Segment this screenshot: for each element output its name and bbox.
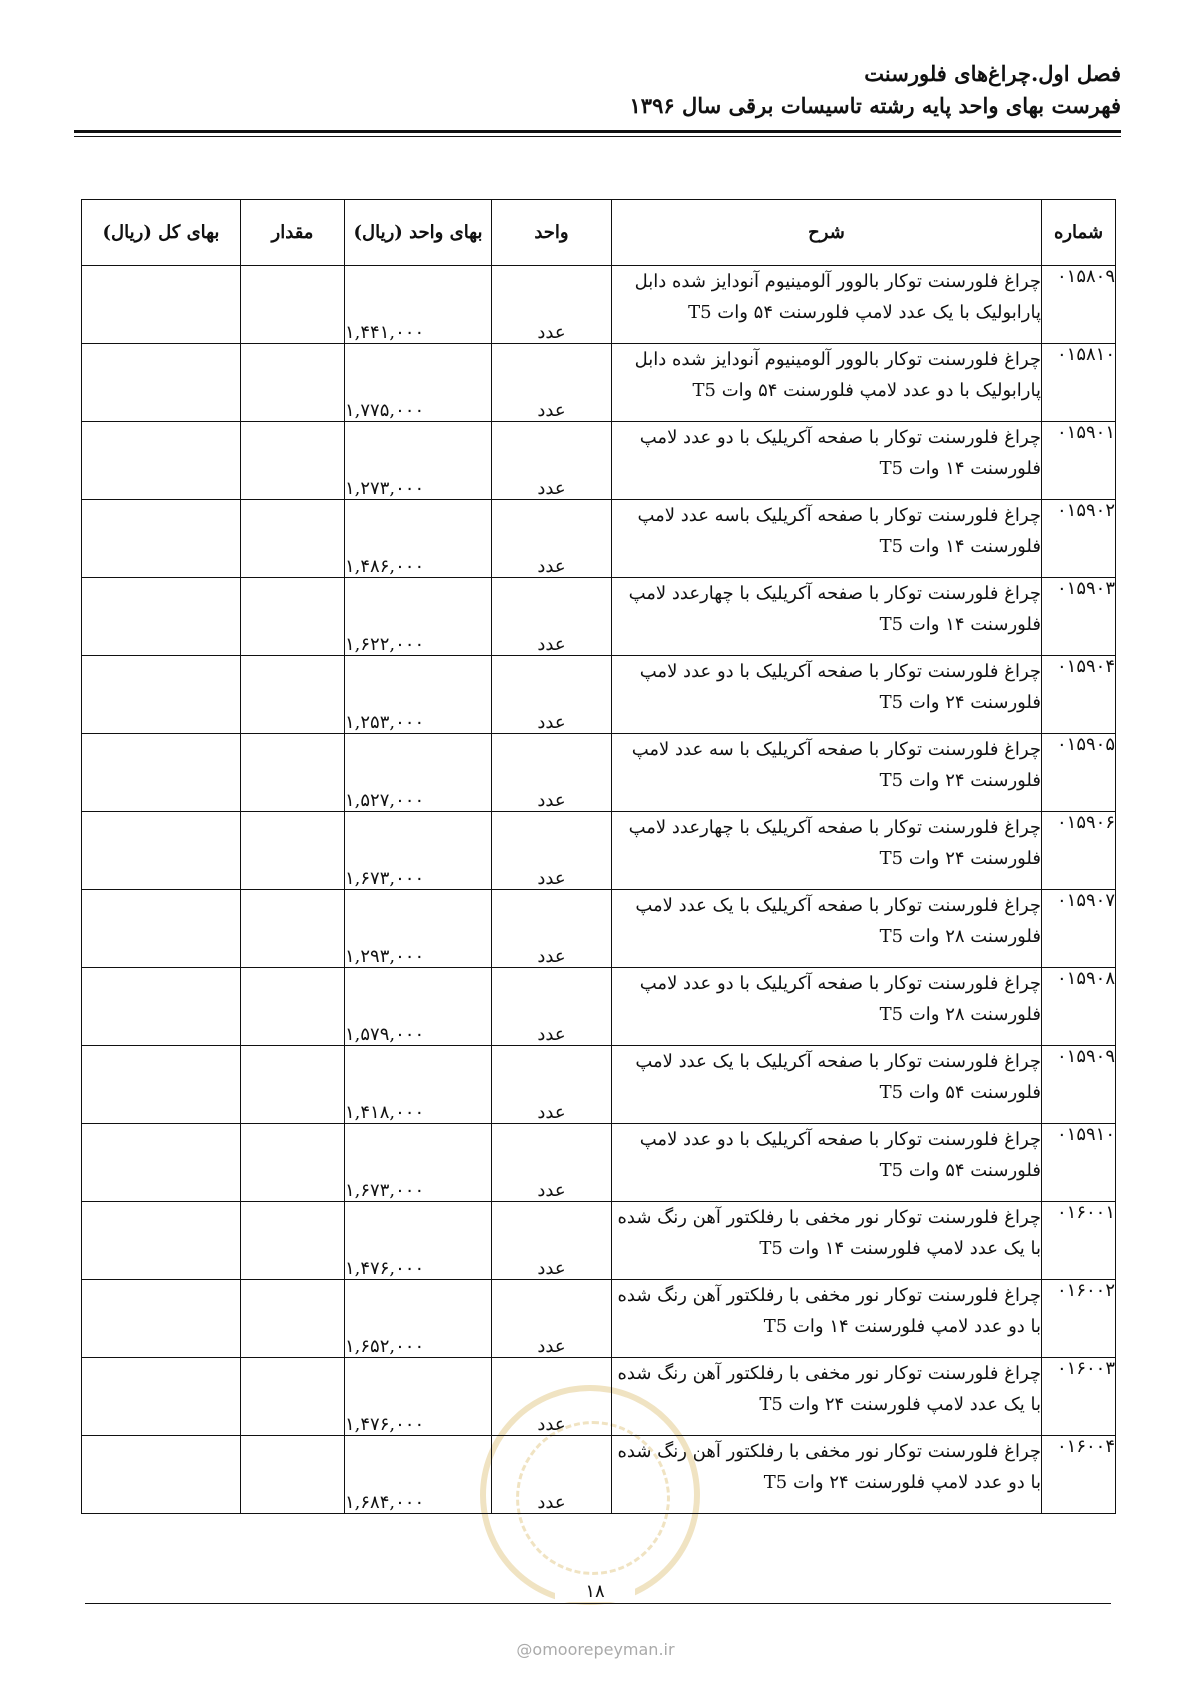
description-line-2: فلورسنت ۲۸ وات T5	[879, 926, 1041, 947]
item-description	[612, 344, 1042, 422]
item-total-price	[82, 422, 241, 500]
item-number: ۰۱۶۰۰۱	[1042, 1202, 1116, 1280]
description-line-1: چراغ فلورسنت توکار با صفحه آکریلیک باسه عدد لامپ	[637, 505, 1041, 526]
item-total-price	[82, 1280, 241, 1358]
item-description	[612, 1046, 1042, 1124]
item-quantity	[241, 1202, 345, 1280]
description-line-1: چراغ فلورسنت توکار با صفحه آکریلیک با یک عدد لامپ	[635, 895, 1041, 916]
table-header-row	[82, 200, 1116, 266]
table-row	[82, 1046, 1116, 1124]
item-unit: عدد	[492, 656, 612, 734]
header-description: شرح	[612, 200, 1042, 266]
table-row	[82, 656, 1116, 734]
item-unit: عدد	[492, 422, 612, 500]
description-line-2: فلورسنت ۵۴ وات T5	[879, 1160, 1041, 1181]
item-description	[612, 422, 1042, 500]
item-unit: عدد	[492, 1436, 612, 1514]
item-description	[612, 890, 1042, 968]
item-number: ۰۱۵۹۰۳	[1042, 578, 1116, 656]
item-description	[612, 812, 1042, 890]
item-unit: عدد	[492, 890, 612, 968]
item-number: ۰۱۵۹۰۲	[1042, 500, 1116, 578]
document-title: فهرست بهای واحد پایه رشته تاسیسات برقی سال ۱۳۹۶	[629, 93, 1121, 118]
item-unit-price: ۱,۵۷۹,۰۰۰	[345, 968, 492, 1046]
item-total-price	[82, 344, 241, 422]
description-line-2: فلورسنت ۲۴ وات T5	[879, 692, 1041, 713]
description-line-2: پارابولیک با دو عدد لامپ فلورسنت ۵۴ وات T5	[692, 380, 1041, 401]
item-description	[612, 1436, 1042, 1514]
item-total-price	[82, 1046, 241, 1124]
description-line-2: پارابولیک با یک عدد لامپ فلورسنت ۵۴ وات T5	[688, 302, 1041, 323]
item-description	[612, 734, 1042, 812]
description-line-1: چراغ فلورسنت توکار با صفحه آکریلیک با چهارعدد لامپ	[628, 817, 1041, 838]
item-description	[612, 1280, 1042, 1358]
item-unit: عدد	[492, 1202, 612, 1280]
description-line-2: با دو عدد لامپ فلورسنت ۱۴ وات T5	[763, 1316, 1041, 1337]
item-description	[612, 1358, 1042, 1436]
description-line-1: چراغ فلورسنت توکار با صفحه آکریلیک با چهارعدد لامپ	[628, 583, 1041, 604]
item-unit: عدد	[492, 812, 612, 890]
website-watermark: @omoorepeyman.ir	[516, 1640, 675, 1659]
item-total-price	[82, 968, 241, 1046]
item-unit-price: ۱,۶۸۴,۰۰۰	[345, 1436, 492, 1514]
description-line-2: با دو عدد لامپ فلورسنت ۲۴ وات T5	[763, 1472, 1041, 1493]
item-unit: عدد	[492, 344, 612, 422]
item-unit-price: ۱,۲۹۳,۰۰۰	[345, 890, 492, 968]
item-number: ۰۱۵۸۱۰	[1042, 344, 1116, 422]
description-line-2: فلورسنت ۲۸ وات T5	[879, 1004, 1041, 1025]
description-line-2: فلورسنت ۲۴ وات T5	[879, 848, 1041, 869]
description-line-1: چراغ فلورسنت توکار نور مخفی با رفلکتور آهن رنگ شده	[617, 1363, 1041, 1384]
item-unit: عدد	[492, 266, 612, 344]
item-total-price	[82, 1436, 241, 1514]
description-line-1: چراغ فلورسنت توکار با صفحه آکریلیک با دو عدد لامپ	[639, 973, 1041, 994]
footer-rule	[85, 1603, 1111, 1604]
table-row	[82, 890, 1116, 968]
table-row	[82, 266, 1116, 344]
item-unit-price: ۱,۴۴۱,۰۰۰	[345, 266, 492, 344]
description-line-1: چراغ فلورسنت توکار با صفحه آکریلیک با دو عدد لامپ	[639, 1129, 1041, 1150]
item-description	[612, 1202, 1042, 1280]
item-quantity	[241, 422, 345, 500]
description-line-1: چراغ فلورسنت توکار با صفحه آکریلیک با سه عدد لامپ	[631, 739, 1041, 760]
item-total-price	[82, 734, 241, 812]
description-line-2: با یک عدد لامپ فلورسنت ۱۴ وات T5	[759, 1238, 1041, 1259]
description-line-2: فلورسنت ۲۴ وات T5	[879, 770, 1041, 791]
item-unit-price: ۱,۶۵۲,۰۰۰	[345, 1280, 492, 1358]
description-line-1: چراغ فلورسنت توکار بالوور آلومینیوم آنودایز شده دابل	[634, 349, 1041, 370]
table-row	[82, 578, 1116, 656]
table-row	[82, 500, 1116, 578]
description-line-1: چراغ فلورسنت توکار نور مخفی با رفلکتور آهن رنگ شده	[617, 1441, 1041, 1462]
item-number: ۰۱۵۹۰۱	[1042, 422, 1116, 500]
item-description	[612, 1124, 1042, 1202]
description-line-1: چراغ فلورسنت توکار نور مخفی با رفلکتور آهن رنگ شده	[617, 1285, 1041, 1306]
table-row	[82, 968, 1116, 1046]
description-line-2: فلورسنت ۵۴ وات T5	[879, 1082, 1041, 1103]
table-row	[82, 344, 1116, 422]
item-total-price	[82, 500, 241, 578]
item-quantity	[241, 344, 345, 422]
header-quantity: مقدار	[241, 200, 345, 266]
item-unit-price: ۱,۵۲۷,۰۰۰	[345, 734, 492, 812]
item-quantity	[241, 1046, 345, 1124]
item-number: ۰۱۵۹۰۷	[1042, 890, 1116, 968]
header-unit: واحد	[492, 200, 612, 266]
item-number: ۰۱۵۸۰۹	[1042, 266, 1116, 344]
item-unit: عدد	[492, 1046, 612, 1124]
table-row	[82, 812, 1116, 890]
description-line-2: فلورسنت ۱۴ وات T5	[879, 458, 1041, 479]
item-number: ۰۱۶۰۰۴	[1042, 1436, 1116, 1514]
item-unit: عدد	[492, 578, 612, 656]
price-table	[81, 199, 1116, 1514]
item-unit: عدد	[492, 500, 612, 578]
table-row	[82, 1124, 1116, 1202]
item-quantity	[241, 812, 345, 890]
item-unit-price: ۱,۲۵۳,۰۰۰	[345, 656, 492, 734]
item-description	[612, 266, 1042, 344]
item-description	[612, 968, 1042, 1046]
header-rule-thick	[74, 130, 1121, 133]
page-header	[74, 58, 1121, 122]
item-number: ۰۱۵۹۰۴	[1042, 656, 1116, 734]
item-number: ۰۱۶۰۰۲	[1042, 1280, 1116, 1358]
item-number: ۰۱۵۹۰۸	[1042, 968, 1116, 1046]
item-quantity	[241, 1280, 345, 1358]
header-number: شماره	[1042, 200, 1116, 266]
item-unit-price: ۱,۴۱۸,۰۰۰	[345, 1046, 492, 1124]
item-number: ۰۱۶۰۰۳	[1042, 1358, 1116, 1436]
item-quantity	[241, 266, 345, 344]
item-quantity	[241, 1124, 345, 1202]
item-unit-price: ۱,۴۷۶,۰۰۰	[345, 1202, 492, 1280]
description-line-1: چراغ فلورسنت توکار با صفحه آکریلیک با یک عدد لامپ	[635, 1051, 1041, 1072]
item-unit-price: ۱,۷۷۵,۰۰۰	[345, 344, 492, 422]
item-quantity	[241, 656, 345, 734]
table-row	[82, 1358, 1116, 1436]
description-line-1: چراغ فلورسنت توکار بالوور آلومینیوم آنودایز شده دابل	[634, 271, 1041, 292]
item-unit-price: ۱,۶۷۳,۰۰۰	[345, 812, 492, 890]
chapter-title: فصل اول.چراغ‌های فلورسنت	[864, 61, 1121, 86]
item-quantity	[241, 500, 345, 578]
page-number: ۱۸	[555, 1581, 635, 1602]
item-unit-price: ۱,۶۲۲,۰۰۰	[345, 578, 492, 656]
item-unit-price: ۱,۶۷۳,۰۰۰	[345, 1124, 492, 1202]
item-number: ۰۱۵۹۰۹	[1042, 1046, 1116, 1124]
item-number: ۰۱۵۹۰۶	[1042, 812, 1116, 890]
item-unit-price: ۱,۴۷۶,۰۰۰	[345, 1358, 492, 1436]
item-unit: عدد	[492, 968, 612, 1046]
table-row	[82, 1202, 1116, 1280]
description-line-2: با یک عدد لامپ فلورسنت ۲۴ وات T5	[759, 1394, 1041, 1415]
header-total-price: بهای کل (ریال)	[82, 200, 241, 266]
header-unit-price: بهای واحد (ریال)	[345, 200, 492, 266]
item-total-price	[82, 890, 241, 968]
table-row	[82, 1280, 1116, 1358]
header-rule-thin	[74, 136, 1121, 137]
item-unit: عدد	[492, 1280, 612, 1358]
item-number: ۰۱۵۹۰۵	[1042, 734, 1116, 812]
item-quantity	[241, 890, 345, 968]
item-unit: عدد	[492, 1358, 612, 1436]
description-line-1: چراغ فلورسنت توکار نور مخفی با رفلکتور آهن رنگ شده	[617, 1207, 1041, 1228]
item-quantity	[241, 734, 345, 812]
item-total-price	[82, 1124, 241, 1202]
item-quantity	[241, 968, 345, 1046]
table-row	[82, 1436, 1116, 1514]
item-total-price	[82, 812, 241, 890]
item-total-price	[82, 266, 241, 344]
item-description	[612, 656, 1042, 734]
item-quantity	[241, 578, 345, 656]
item-unit-price: ۱,۴۸۶,۰۰۰	[345, 500, 492, 578]
item-total-price	[82, 656, 241, 734]
item-description	[612, 578, 1042, 656]
table-row	[82, 422, 1116, 500]
description-line-2: فلورسنت ۱۴ وات T5	[879, 614, 1041, 635]
item-total-price	[82, 578, 241, 656]
item-quantity	[241, 1436, 345, 1514]
item-unit-price: ۱,۲۷۳,۰۰۰	[345, 422, 492, 500]
description-line-2: فلورسنت ۱۴ وات T5	[879, 536, 1041, 557]
description-line-1: چراغ فلورسنت توکار با صفحه آکریلیک با دو عدد لامپ	[639, 427, 1041, 448]
item-unit: عدد	[492, 1124, 612, 1202]
item-total-price	[82, 1358, 241, 1436]
item-unit: عدد	[492, 734, 612, 812]
item-description	[612, 500, 1042, 578]
item-quantity	[241, 1358, 345, 1436]
description-line-1: چراغ فلورسنت توکار با صفحه آکریلیک با دو عدد لامپ	[639, 661, 1041, 682]
item-number: ۰۱۵۹۱۰	[1042, 1124, 1116, 1202]
item-total-price	[82, 1202, 241, 1280]
table-row	[82, 734, 1116, 812]
